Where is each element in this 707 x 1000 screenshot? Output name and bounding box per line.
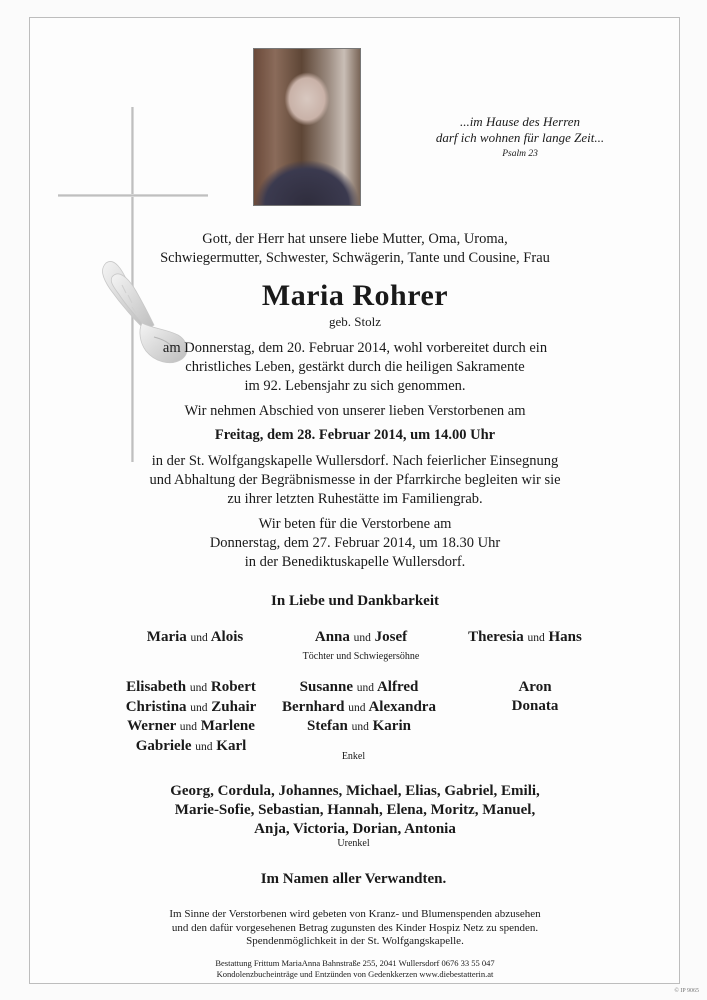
print-code: © IP 9065 [674, 988, 699, 994]
partner-name: Karin [372, 718, 411, 734]
und-text: und [348, 701, 366, 714]
partner-name: Zuhair [211, 698, 257, 715]
prayer-text [120, 515, 590, 572]
partner-name: Marlene [200, 718, 255, 734]
grandchildren-label: Enkel [341, 751, 366, 762]
grandchild-name: Gabriele [135, 737, 192, 754]
relatives-line: Im Namen aller Verwandten. [260, 871, 447, 887]
farewell-text: Wir nehmen Abschied von unserer lieben Verstorbenen am [184, 403, 526, 419]
und-text: und [195, 740, 213, 753]
grandchildren-right [430, 678, 640, 715]
prayer-line-3: in der Benediktuskapelle Wullersdorf. [244, 554, 466, 570]
donation-line-2: und den dafür vorgesehenen Betrag zugunsten des Kinder Hospiz Netz zu spenden. [171, 921, 539, 934]
grandchild-name: Susanne [299, 679, 354, 695]
great-grandchildren [120, 782, 590, 839]
partner-name: Karl [216, 737, 247, 754]
footer-line-2: Kondolenzbucheinträge und Entzünden von Gedenkkerzen www.diebestatterin.at [216, 968, 494, 979]
intro-text [120, 230, 590, 268]
grandchild-couple [254, 717, 464, 737]
prayer-line-2: Donnerstag, dem 27. Februar 2014, um 18.30 Uhr [209, 535, 501, 551]
und-text: und [353, 632, 371, 644]
donation-note [100, 908, 610, 949]
children-label: Töchter und Schwiegersöhne [302, 650, 420, 662]
spouse-name: Alois [210, 629, 244, 645]
spouse-name: Hans [548, 629, 582, 645]
und-text: und [351, 721, 369, 733]
donation-line-1: Im Sinne der Verstorbenen wird gebeten von Kranz- und Blumenspenden abzusehen [169, 908, 541, 920]
grandchild-name: Christina [125, 698, 187, 715]
ceremony-text [120, 452, 590, 509]
death-line-1: am Donnerstag, dem 20. Februar 2014, wohl vorbereitet durch ein [162, 340, 548, 356]
funeral-date: Freitag, dem 28. Februar 2014, um 14.00 Uhr [214, 427, 496, 443]
grandchild-name: Stefan [307, 718, 348, 734]
grandchild-name: Elisabeth [126, 679, 187, 695]
partner-name: Alexandra [368, 698, 436, 715]
child-name: Maria [146, 629, 187, 645]
und-text: und [356, 682, 375, 694]
intro-line-1: Gott, der Herr hat unsere liebe Mutter, Oma, Uroma, [202, 231, 508, 247]
grandchild-name: Aron [518, 679, 552, 695]
und-text: und [527, 632, 545, 644]
great-grandchildren-line-2: Marie-Sofie, Sebastian, Hannah, Elena, Moritz, Manuel, [174, 802, 536, 818]
spouse-name: Josef [374, 629, 408, 645]
child-name: Theresia [468, 629, 524, 645]
death-line-2: christliches Leben, gestärkt durch die heiligen Sakramente [185, 359, 525, 375]
ceremony-line-1: in der St. Wolfgangskapelle Wullersdorf. Nach feierlicher Einsegnung [151, 453, 559, 469]
partner-name: Alfred [376, 679, 419, 695]
psalm-line-1: ...im Hause des Herren [459, 114, 581, 129]
donation-line-3: Spendenmöglichkeit in der St. Wolfgangskapelle. [246, 935, 464, 947]
ceremony-line-3: zu ihrer letzten Ruhestätte im Familiengrab. [227, 491, 483, 507]
prayer-line-1: Wir beten für die Verstorbene am [258, 516, 452, 532]
cross-icon-bar [58, 194, 208, 197]
death-line-3: im 92. Lebensjahr zu sich genommen. [244, 378, 466, 394]
und-text: und [190, 701, 208, 714]
footer-line-1: Bestattung Frittum MariaAnna Bahnstraße 255, 2041 Wullersdorf 0676 33 55 047 [215, 958, 495, 968]
great-grandchildren-line-3: Anja, Victoria, Dorian, Antonia [254, 821, 456, 837]
ceremony-line-2: und Abhaltung der Begräbnismesse in der Pfarrkirche begleiten wir sie [149, 472, 561, 488]
death-text [120, 339, 590, 396]
psalm-reference: Psalm 23 [502, 149, 538, 159]
maiden-name: geb. Stolz [329, 314, 381, 329]
grandchild-name: Donata [511, 697, 559, 714]
psalm-quote [420, 114, 620, 162]
und-text: und [189, 682, 208, 694]
great-grandchildren-line-1: Georg, Cordula, Johannes, Michael, Elias, Gabriel, Emili, [170, 783, 540, 799]
deceased-name: Maria Rohrer [261, 279, 449, 312]
partner-name: Robert [210, 679, 256, 695]
grandchild-name: Bernhard [282, 698, 345, 715]
child-name: Anna [314, 629, 350, 645]
intro-line-2: Schwiegermutter, Schwester, Schwägerin, Tante und Cousine, Frau [160, 250, 550, 266]
great-grandchildren-label: Urenkel [337, 838, 370, 849]
und-text: und [190, 632, 208, 644]
child-couple-3 [420, 628, 630, 648]
grandchild-name: Werner [127, 718, 176, 734]
mourners-heading: In Liebe und Dankbarkeit [271, 593, 439, 609]
portrait-photo [254, 49, 360, 205]
psalm-line-2: darf ich wohnen für lange Zeit... [435, 130, 605, 145]
und-text: und [179, 721, 197, 733]
undertaker-footer [100, 958, 610, 979]
